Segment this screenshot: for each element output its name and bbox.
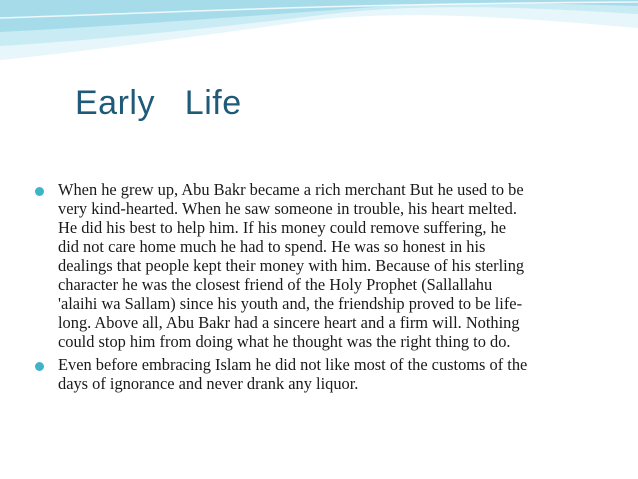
bullet-line: Even before embracing Islam he did not like most of the customs of the bbox=[58, 355, 528, 374]
bullet-icon bbox=[35, 362, 44, 371]
slide-content bbox=[30, 180, 610, 397]
bullet-icon bbox=[35, 187, 44, 196]
bullet-item bbox=[30, 355, 610, 393]
bullet-line: very kind-hearted. When he saw someone in trouble, his heart melted. bbox=[58, 199, 517, 218]
bullet-text bbox=[58, 180, 610, 351]
bullet-line: could stop him from doing what he thought was the right thing to do. bbox=[58, 332, 511, 351]
bullet-line: 'alaihi wa Sallam) since his youth and, the friendship proved to be life- bbox=[58, 294, 523, 313]
bullet-line: When he grew up, Abu Bakr became a rich merchant But he used to be bbox=[58, 180, 524, 199]
bullet-line: dealings that people kept their money with him. Because of his sterling bbox=[58, 256, 525, 275]
slide-title: Early Life bbox=[75, 84, 242, 122]
header-wave-decoration bbox=[0, 0, 638, 70]
bullet-item bbox=[30, 180, 610, 351]
bullet-line: did not care home much he had to spend. He was so honest in his bbox=[58, 237, 486, 256]
bullet-line: long. Above all, Abu Bakr had a sincere heart and a firm will. Nothing bbox=[58, 313, 520, 332]
bullet-line: He did his best to help him. If his money could remove suffering, he bbox=[58, 218, 507, 237]
bullet-line: character he was the closest friend of the Holy Prophet (Sallallahu bbox=[58, 275, 493, 294]
bullet-text bbox=[58, 355, 610, 393]
bullet-line: days of ignorance and never drank any liquor. bbox=[58, 374, 359, 393]
